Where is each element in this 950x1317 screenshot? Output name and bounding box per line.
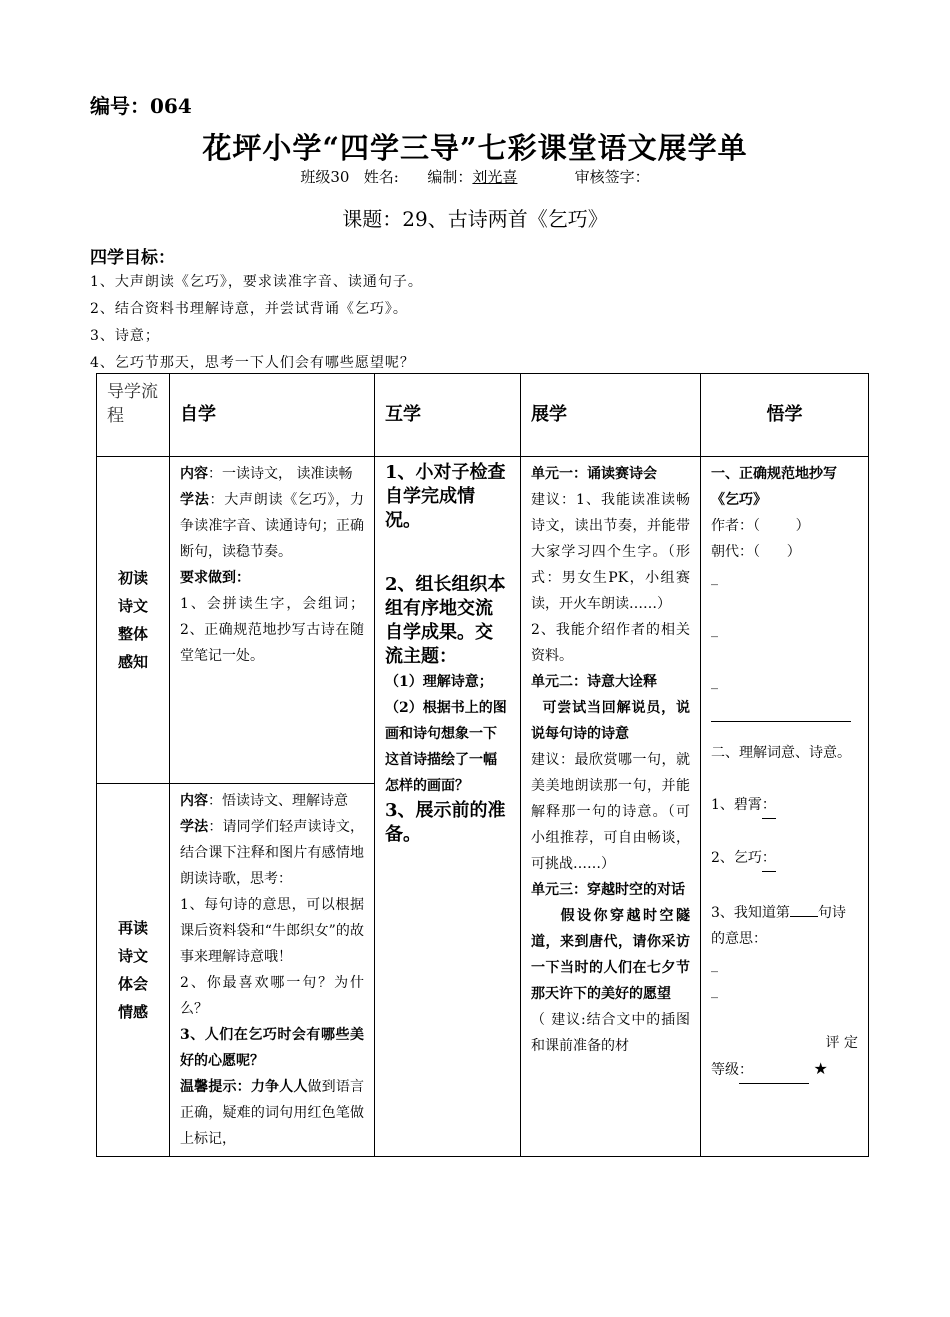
- meta-line: [0, 166, 950, 187]
- word-1: 1、碧霄: [711, 797, 762, 813]
- content-label: 内容: [180, 466, 208, 482]
- tip-label: 温馨提示：力争人人: [180, 1079, 308, 1095]
- goal-item: 1、大声朗读《乞巧》，要求读准字音、读通句子。: [90, 274, 423, 290]
- reflect-dynasty: 朝代：（ ）: [711, 544, 801, 560]
- unit-1-title: 单元一：诵读赛诗会: [531, 466, 657, 482]
- stage-second-reading: 再读诗文体会情感: [97, 784, 170, 1157]
- content-text: ：悟读诗文、理解诗意: [208, 793, 348, 809]
- blank-line: _: [711, 957, 718, 973]
- unit-1-text: 建议：1、我能读准读畅诗文，读出节奏，并能带大家学习四个生字。（形式：男女生PK，小组赛读，开火车朗读……）: [531, 492, 690, 612]
- word-3-blank: [790, 898, 818, 917]
- goals-heading: 四学目标：: [90, 248, 175, 268]
- header-process: 导学流程: [97, 374, 170, 457]
- mutual-study-cell: [375, 457, 521, 1157]
- word-2: 2、乞巧: [711, 850, 762, 866]
- goal-item: 4、乞巧节那天，思考一下人们会有哪些愿望呢？: [90, 355, 415, 371]
- question-2: 2、你最喜欢哪一句？为什么？: [180, 975, 364, 1017]
- unit-2-text: 建议：最欣赏哪一句，就美美地朗读那一句，并能解释那一句的诗意。（可小组推荐，可自由畅谈，可挑战……）: [531, 752, 690, 872]
- question-3: 3、人们在乞巧时会有哪些美好的心愿呢？: [180, 1027, 364, 1069]
- show-study-cell: [521, 457, 701, 1157]
- reflect-section-2-title: 二、理解词意、诗意。: [711, 745, 851, 761]
- unit-2-subtitle: 可尝试当回解说员，说说每句诗的诗意: [531, 700, 691, 742]
- meta-editor-label: 编制：: [427, 168, 473, 186]
- unit-3-tip: （ 建议:结合文中的插图和课前准备的材: [531, 1012, 690, 1054]
- reflect-author: 作者：（ ）: [711, 518, 810, 534]
- header-show: 展学: [521, 374, 701, 457]
- goal-item: 2、结合资料书理解诗意，并尝试背诵《乞巧》。: [90, 301, 408, 317]
- header-self: 自学: [170, 374, 375, 457]
- unit-2-title: 单元二：诗意大诠释: [531, 674, 657, 690]
- method-label: 学法: [180, 492, 210, 508]
- unit-1-text-2: 2、我能介绍作者的相关资料。: [531, 622, 690, 664]
- grade-label: 等级: [711, 1062, 739, 1078]
- table-header-row: [97, 374, 869, 457]
- header-mutual: 互学: [375, 374, 521, 457]
- blank-line: _: [711, 570, 718, 586]
- page-title: 花坪小学“四学三导”七彩课堂语文展学单: [202, 131, 748, 165]
- content-label: 内容: [180, 793, 208, 809]
- answer-line: [711, 695, 851, 722]
- mutual-step-3: 3、展示前的准备。: [385, 800, 506, 845]
- lesson-topic: 课题：29、古诗两首《乞巧》: [342, 207, 608, 231]
- blank-line: _: [711, 622, 718, 638]
- mutual-step-1: 1、小对子检查自学完成情况。: [385, 462, 506, 531]
- question-1: 1、每句诗的意思，可以根据课后资料袋和“牛郎织女”的故事来理解诗意哦！: [180, 897, 364, 965]
- goal-item: 3、诗意；: [90, 328, 160, 344]
- meta-editor: 刘光喜: [472, 168, 518, 186]
- reflect-section-1-title: 一、正确规范地抄写《乞巧》: [711, 466, 837, 508]
- self-study-cell-1: [170, 457, 375, 784]
- unit-3-text: 假设你穿越时空隧道，来到唐代，请你采访一下当时的人们在七夕节那天许下的美好的愿望: [531, 908, 690, 1002]
- study-table: [96, 373, 869, 1157]
- word-3-suffix: 句诗的意思：: [711, 905, 846, 947]
- mutual-topic-1: （1）理解诗意；: [385, 674, 493, 690]
- serial-number: 编号：064: [90, 94, 192, 118]
- star-icon: ★: [813, 1059, 828, 1078]
- method-text: ：大声朗读《乞巧》，力争读准字音、读通诗句；正确断句，读稳节奏。: [180, 492, 364, 560]
- blank-line: _: [711, 983, 718, 999]
- meta-name: 姓名:: [363, 168, 399, 186]
- mutual-step-2: 2、组长组织本组有序地交流自学成果。交流主题：: [385, 574, 506, 667]
- require-text: 1、会拼读生字，会组词；2、正确规范地抄写古诗在随堂笔记一处。: [180, 596, 364, 664]
- header-reflect: 悟学: [701, 374, 869, 457]
- word-1-blank: ：: [762, 792, 776, 819]
- method-text: ：请同学们轻声读诗文，结合课下注释和图片有感情地朗读诗歌，思考：: [180, 819, 365, 887]
- content-text: ：一读诗文， 读准读畅: [208, 466, 353, 482]
- tip-text: 做到语言正确，疑难的词句用红色笔做上标记，: [180, 1079, 364, 1147]
- self-study-cell-2: [170, 784, 375, 1157]
- blank-line: _: [711, 674, 718, 690]
- require-label: 要求做到：: [180, 570, 250, 586]
- word-2-blank: ：: [762, 845, 776, 872]
- meta-class: 班级30: [300, 168, 350, 186]
- table-row: [97, 457, 869, 784]
- method-label: 学法: [180, 819, 209, 835]
- meta-review: 审核签字：: [574, 168, 650, 186]
- word-3-prefix: 3、我知道第: [711, 905, 790, 921]
- stage-first-reading: 初读诗文整体感知: [97, 457, 170, 784]
- mutual-topic-2: （2）根据书上的图画和诗句想象一下这首诗描绘了一幅怎样的画面？: [385, 700, 507, 794]
- rating-label: 评 定: [825, 1035, 858, 1051]
- reflect-study-cell: [701, 457, 869, 1157]
- grade-blank: ：: [739, 1057, 809, 1084]
- unit-3-title: 单元三：穿越时空的对话: [531, 882, 685, 898]
